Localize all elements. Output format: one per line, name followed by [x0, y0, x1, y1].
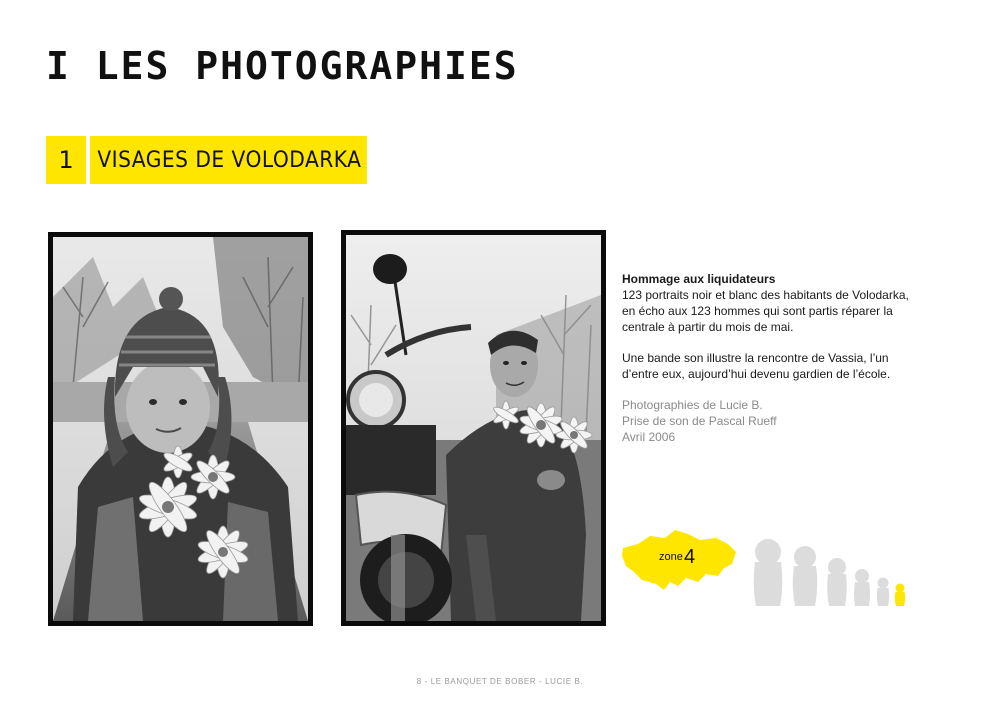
section-number: 1	[46, 136, 86, 184]
section-header	[46, 136, 391, 184]
caption-title: Hommage aux liquidateurs	[622, 272, 776, 286]
doll-icon	[793, 546, 818, 606]
page-footer: 8 - LE BANQUET DE BOBER - LUCIE B.	[416, 677, 584, 686]
zone-number: 4	[684, 546, 696, 568]
doll-icon	[827, 558, 847, 606]
photo-man-image	[346, 235, 601, 621]
section-title: VISAGES DE VOLODARKA	[90, 136, 367, 184]
caption-line: 123 portraits noir et blanc des habitants de Volodarka,	[622, 288, 909, 302]
matryoshka-dolls-icon	[752, 536, 912, 610]
credit-line: Prise de son de Pascal Rueff	[622, 414, 777, 428]
caption-line: Une bande son illustre la rencontre de Vassia, l’un	[622, 351, 889, 365]
doll-icon	[754, 539, 783, 606]
photo-caption	[622, 271, 912, 445]
doll-icon	[877, 578, 889, 607]
caption-line: en écho aux 123 hommes qui sont partis réparer la	[622, 304, 893, 318]
caption-line: d’entre eux, aujourd’hui devenu gardien de l’école.	[622, 367, 891, 381]
photo-child-image	[53, 237, 308, 621]
photo-child-with-flowers	[48, 232, 313, 626]
doll-icon	[854, 569, 870, 606]
caption-line: centrale à partir du mois de mai.	[622, 320, 794, 334]
doll-icon-highlighted	[895, 584, 905, 607]
photo-man-with-motorcycle	[341, 230, 606, 626]
credit-line: Photographies de Lucie B.	[622, 398, 763, 412]
page-title: I LES PHOTOGRAPHIES	[46, 44, 519, 88]
zone-label: zone	[659, 551, 683, 563]
credit-line: Avril 2006	[622, 430, 676, 444]
